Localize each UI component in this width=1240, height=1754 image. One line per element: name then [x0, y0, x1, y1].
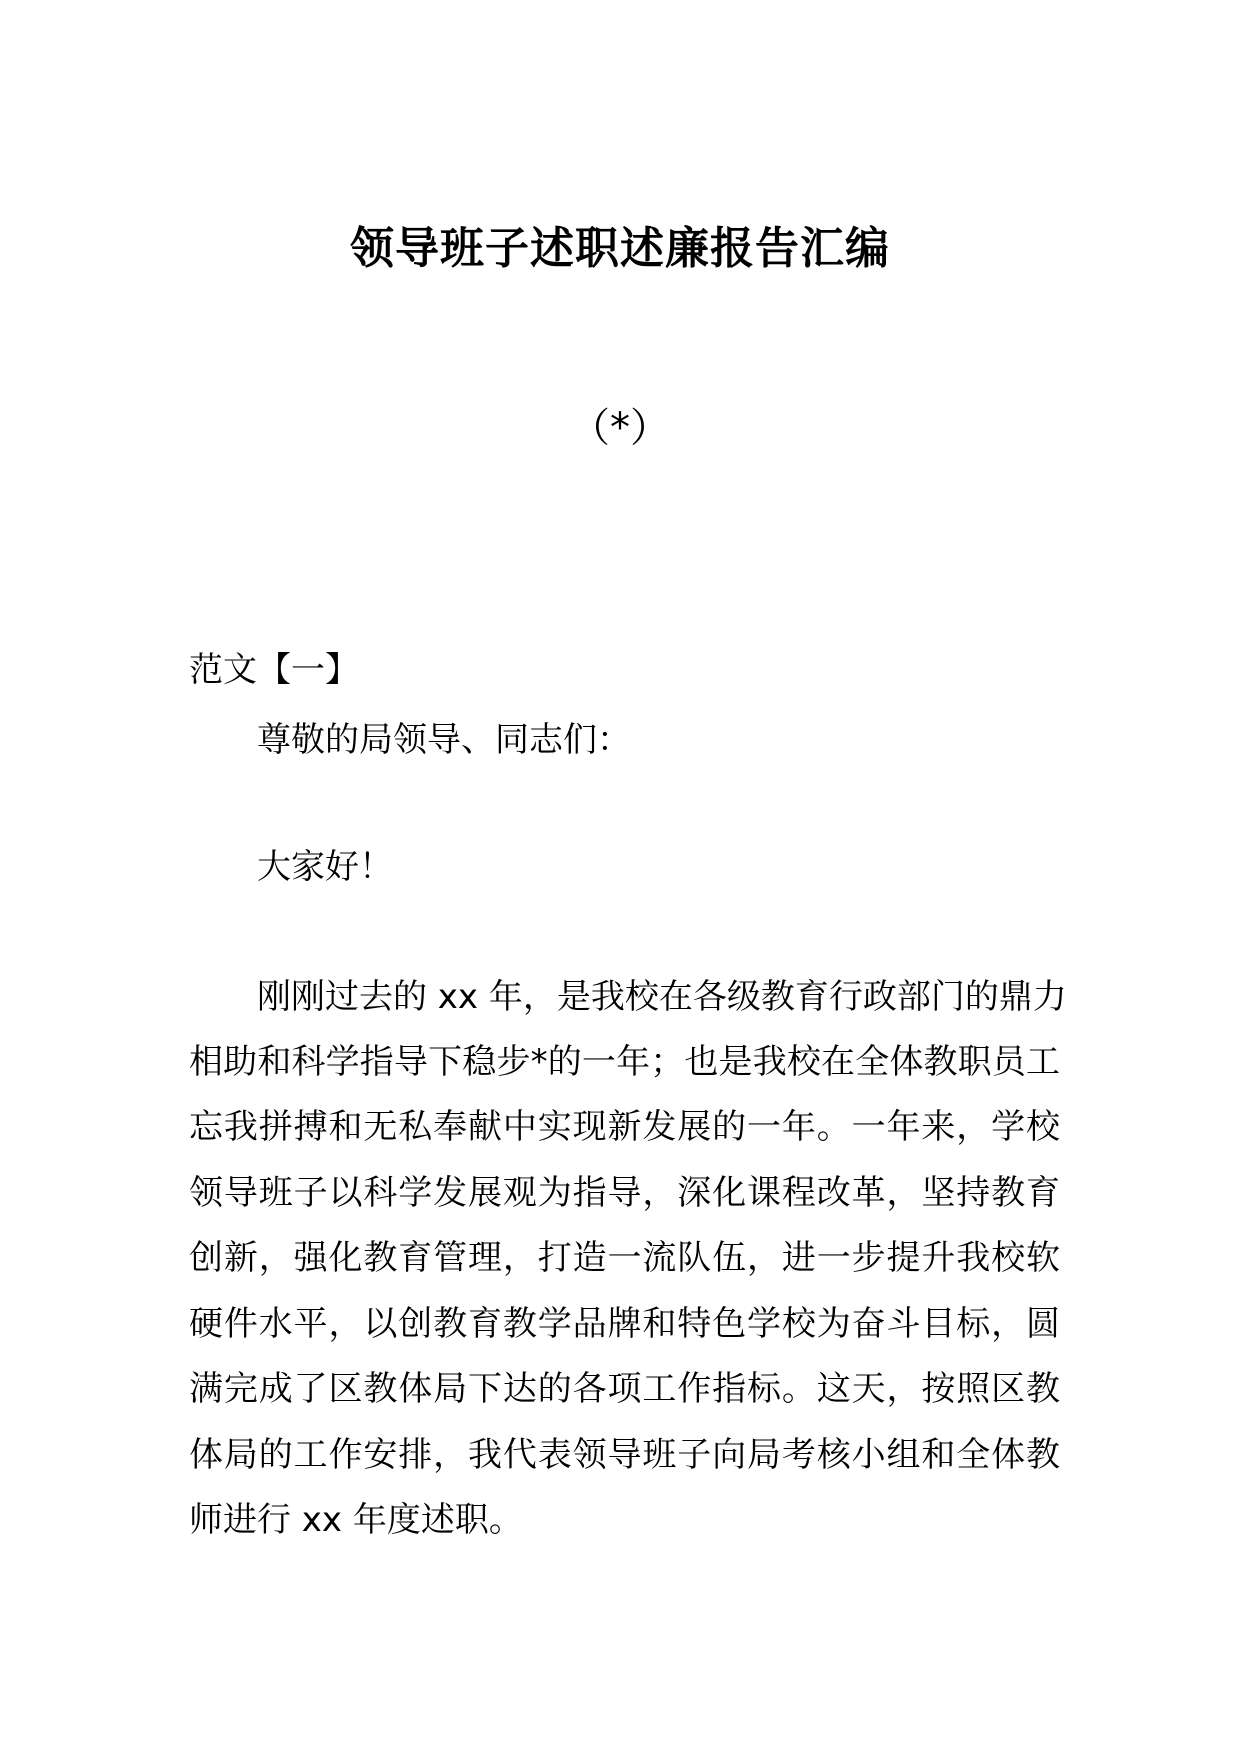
paragraph-line: 相助和科学指导下稳步*的一年；也是我校在全体教职员工: [189, 1042, 1060, 1082]
greeting: 大家好！: [257, 847, 393, 887]
paragraph-line: 忘我拼搏和无私奉献中实现新发展的一年。一年来，学校: [189, 1107, 1060, 1147]
document-title: 领导班子述职述廉报告汇编: [350, 223, 890, 274]
section-label: 范文【一】: [189, 650, 359, 690]
document-subtitle: （*）: [570, 405, 670, 451]
paragraph-line: 领导班子以科学发展观为指导，深化课程改革，坚持教育: [189, 1173, 1060, 1213]
salutation: 尊敬的局领导、同志们：: [257, 720, 631, 760]
paragraph-line: 师进行 xx 年度述职。: [189, 1500, 523, 1540]
paragraph-line: 创新，强化教育管理，打造一流队伍，进一步提升我校软: [189, 1238, 1060, 1278]
paragraph-line: 满完成了区教体局下达的各项工作指标。这天，按照区教: [189, 1369, 1060, 1409]
paragraph-line: 刚刚过去的 xx 年，是我校在各级教育行政部门的鼎力: [257, 977, 1067, 1017]
paragraph-line: 体局的工作安排，我代表领导班子向局考核小组和全体教: [189, 1435, 1060, 1475]
paragraph-line: 硬件水平，以创教育教学品牌和特色学校为奋斗目标，圆: [189, 1304, 1060, 1344]
